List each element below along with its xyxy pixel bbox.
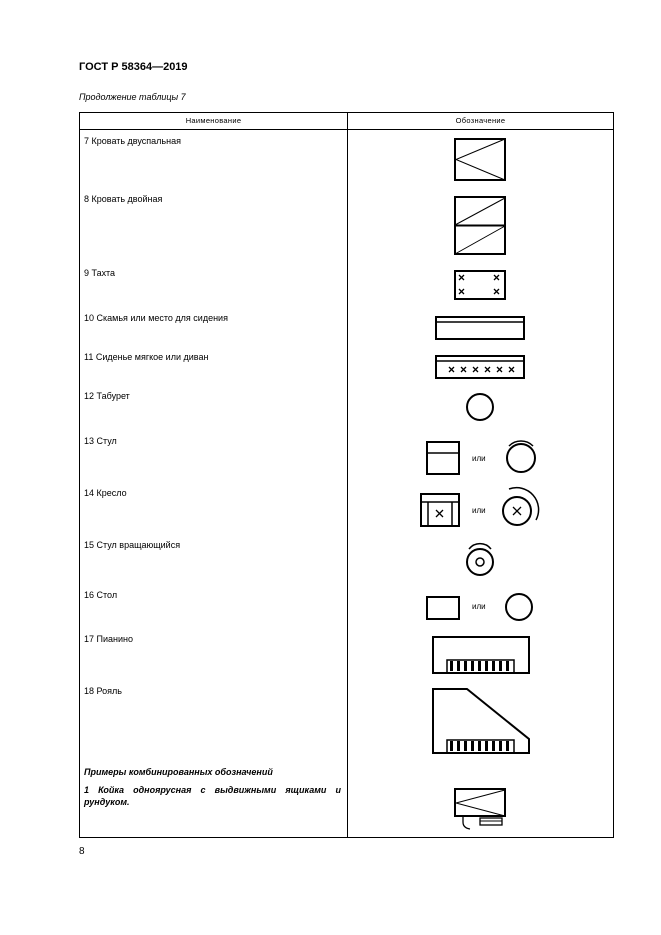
row-label-14: 14 Кресло	[84, 488, 127, 498]
or-label-chair: или	[472, 454, 486, 463]
column-header-symbol: Обозначение	[455, 116, 506, 125]
page-number: 8	[79, 846, 85, 857]
column-header-name: Наименование	[185, 116, 242, 125]
row-label-17: 17 Пианино	[84, 634, 133, 644]
stool-symbol	[467, 394, 493, 420]
bench-symbol	[436, 317, 524, 339]
row-label-18: 18 Рояль	[84, 686, 122, 696]
row-label-9: 9 Тахта	[84, 268, 116, 278]
twin-bed-symbol	[455, 197, 505, 254]
row-label-16: 16 Стол	[84, 590, 118, 600]
piano-symbol	[433, 637, 529, 673]
example-1-label: 1 Койка одноярусная с выдвижными ящиками и рундуком.	[84, 785, 341, 807]
swivel-chair-symbol	[467, 544, 493, 575]
grand-piano-symbol	[433, 689, 529, 753]
table-continuation-label: Продолжение таблицы 7	[79, 92, 186, 102]
or-label-armchair: или	[472, 506, 486, 515]
or-label-table: или	[472, 602, 486, 611]
berth-with-drawers-symbol	[455, 789, 505, 829]
standard-title: ГОСТ Р 58364—2019	[79, 61, 188, 73]
row-label-8: 8 Кровать двойная	[84, 194, 163, 204]
row-label-15: 15 Стул вращающийся	[84, 540, 181, 550]
sofa-symbol	[436, 356, 524, 378]
row-label-11: 11 Сиденье мягкое или диван	[84, 352, 209, 362]
row-label-13: 13 Стул	[84, 436, 117, 446]
ottoman-symbol	[455, 271, 505, 299]
examples-title: Примеры комбинированных обозначений	[84, 767, 273, 777]
row-label-7: 7 Кровать двуспальная	[84, 136, 181, 146]
row-label-10: 10 Скамья или место для сидения	[84, 313, 228, 323]
double-bed-symbol	[455, 139, 505, 180]
row-label-12: 12 Табурет	[84, 391, 130, 401]
